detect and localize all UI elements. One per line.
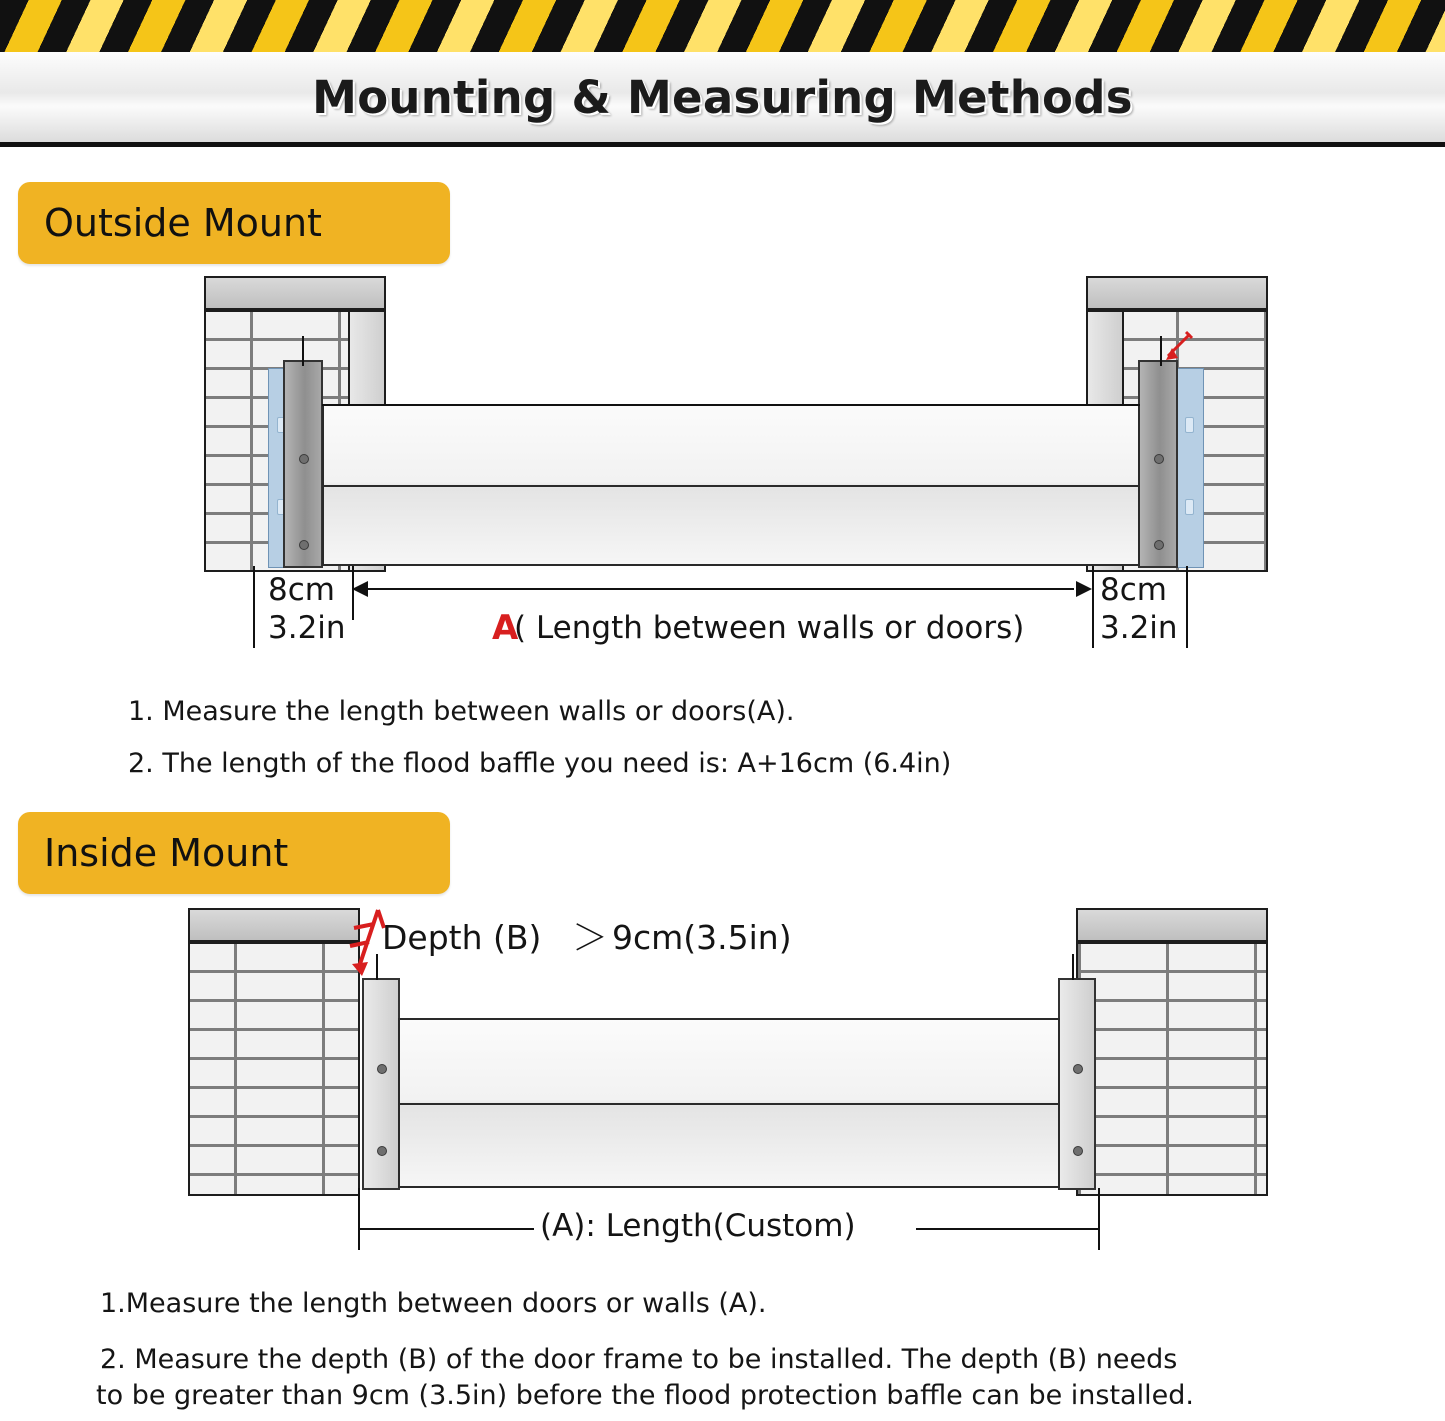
outside-right-margin-cm: 8cm bbox=[1100, 572, 1167, 608]
inside-right-dimension-guide bbox=[1098, 1188, 1100, 1250]
double-arrow-icon bbox=[1076, 581, 1092, 597]
screw-icon bbox=[1073, 1064, 1083, 1074]
pillar-cap bbox=[1086, 276, 1268, 310]
seal-dot bbox=[1185, 499, 1194, 515]
inside-left-anchor-line bbox=[376, 954, 378, 980]
brick-pattern-icon bbox=[1076, 942, 1268, 1196]
section-badge-outside-mount bbox=[18, 182, 450, 264]
outside-right-seal bbox=[1176, 368, 1204, 568]
inside-left-dimension-guide bbox=[358, 1188, 360, 1250]
outside-left-margin-cm: 8cm bbox=[268, 572, 335, 608]
screw-icon bbox=[1154, 540, 1164, 550]
inside-step-2: 2. Measure the depth (B) of the door frame to be installed. The depth (B) needs bbox=[100, 1344, 1178, 1375]
outside-step-2: 2. The length of the flood baffle you need is: A+16cm (6.4in) bbox=[128, 748, 952, 779]
outside-step-1: 1. Measure the length between walls or doors(A). bbox=[128, 696, 795, 727]
inside-length-label: (A): Length(Custom) bbox=[540, 1208, 856, 1244]
outside-right-margin-in: 3.2in bbox=[1100, 610, 1178, 646]
inside-right-anchor-line bbox=[1072, 954, 1074, 980]
inside-left-pillar bbox=[188, 908, 360, 1196]
inside-depth-compare: ＞ bbox=[572, 918, 609, 959]
screw-icon bbox=[1073, 1146, 1083, 1156]
pillar-cap bbox=[188, 908, 360, 942]
inside-depth-value: 9cm(3.5in) bbox=[612, 918, 792, 957]
inside-left-bracket bbox=[362, 978, 400, 1190]
outside-left-bracket bbox=[283, 360, 323, 568]
screw-icon bbox=[1154, 454, 1164, 464]
double-arrow-icon bbox=[352, 581, 368, 597]
section-badge-outside-mount-label: Outside Mount bbox=[44, 201, 322, 245]
inside-dimension-line-right bbox=[916, 1228, 1098, 1230]
seal-dot bbox=[1185, 417, 1194, 433]
outside-flood-baffle-panel bbox=[322, 404, 1140, 566]
outside-right-margin-guide bbox=[1186, 566, 1188, 648]
inside-step-2-cont: to be greater than 9cm (3.5in) before the flood protection baffle can be installed. bbox=[96, 1380, 1194, 1411]
red-arrow-icon bbox=[1150, 330, 1196, 376]
outside-dimension-line bbox=[368, 588, 1074, 590]
baffle-top-edge bbox=[322, 404, 1140, 406]
page-title-band bbox=[0, 52, 1445, 147]
page-title: Mounting & Measuring Methods bbox=[312, 70, 1133, 124]
inside-step-1: 1.Measure the length between doors or walls (A). bbox=[100, 1288, 767, 1319]
outside-right-inner-guide bbox=[1092, 566, 1094, 648]
pillar-cap bbox=[204, 276, 386, 310]
brick-pattern-icon bbox=[188, 942, 360, 1196]
inside-flood-baffle-panel bbox=[398, 1018, 1060, 1188]
outside-right-bracket bbox=[1138, 360, 1178, 568]
pillar-cap bbox=[1076, 908, 1268, 942]
outside-left-anchor-line bbox=[302, 336, 304, 366]
inside-depth-label: Depth (B) bbox=[382, 918, 542, 957]
screw-icon bbox=[299, 454, 309, 464]
outside-left-margin-guide bbox=[253, 566, 255, 648]
outside-left-margin-in: 3.2in bbox=[268, 610, 346, 646]
screw-icon bbox=[377, 1146, 387, 1156]
inside-dimension-line-left bbox=[358, 1228, 534, 1230]
section-badge-inside-mount-label: Inside Mount bbox=[44, 831, 289, 875]
hazard-stripe-icon bbox=[0, 0, 1445, 55]
inside-right-bracket bbox=[1058, 978, 1096, 1190]
screw-icon bbox=[299, 540, 309, 550]
outside-dimension-letter: A bbox=[492, 608, 519, 648]
section-badge-inside-mount bbox=[18, 812, 450, 894]
inside-right-pillar bbox=[1076, 908, 1268, 1196]
screw-icon bbox=[377, 1064, 387, 1074]
outside-dimension-text: ( Length between walls or doors) bbox=[514, 610, 1025, 646]
